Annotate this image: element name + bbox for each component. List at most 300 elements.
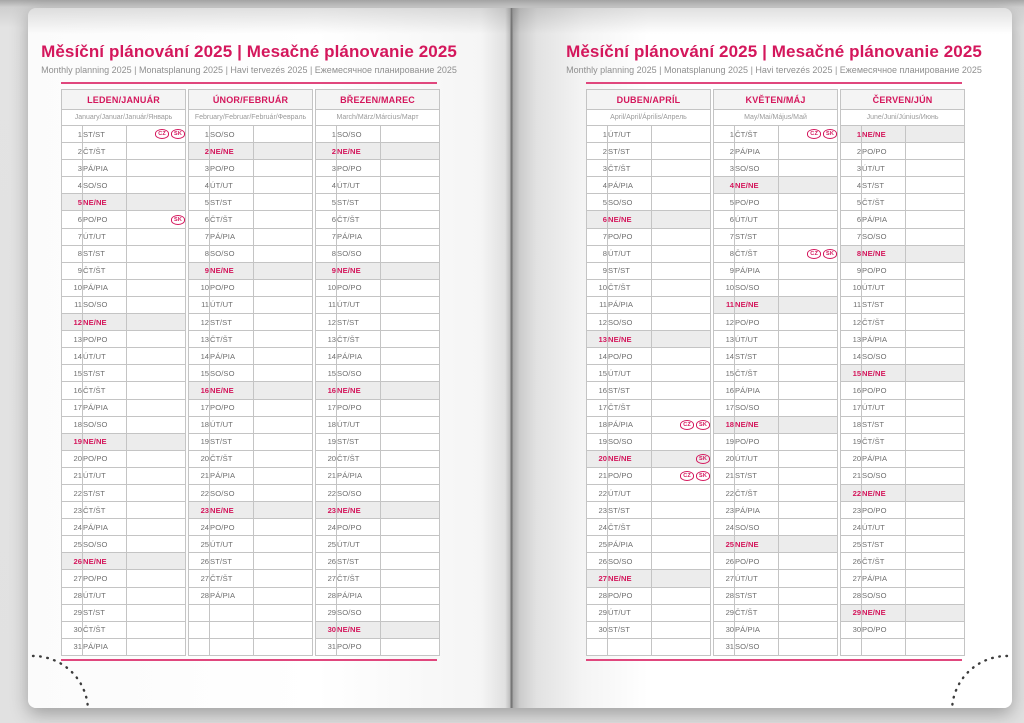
day-row	[841, 604, 965, 621]
day-row	[62, 638, 186, 655]
day-number: 17	[841, 399, 862, 416]
day-abbrev: ÚT/UT	[83, 587, 127, 604]
notes-cell	[127, 211, 186, 228]
notes-cell	[254, 296, 313, 313]
day-row	[587, 177, 711, 194]
notes-cell	[254, 160, 313, 177]
day-number: 9	[841, 262, 862, 279]
day-abbrev: PO/PO	[337, 279, 381, 296]
day-row	[189, 245, 313, 262]
notes-cell	[381, 279, 440, 296]
month-name: DUBEN/APRÍL	[587, 90, 711, 110]
day-row	[62, 467, 186, 484]
day-abbrev: NE/NE	[608, 331, 652, 348]
notes-cell	[652, 553, 711, 570]
notes-cell	[381, 160, 440, 177]
day-row	[841, 365, 965, 382]
day-number: 26	[62, 553, 83, 570]
day-number: 19	[62, 433, 83, 450]
notes-cell	[381, 314, 440, 331]
notes-cell	[652, 484, 711, 501]
day-row	[587, 160, 711, 177]
months-grid	[586, 89, 962, 656]
notes-cell	[652, 536, 711, 553]
day-row	[587, 314, 711, 331]
day-abbrev: NE/NE	[608, 570, 652, 587]
day-number: 17	[714, 399, 735, 416]
notes-cell	[254, 126, 313, 143]
notes-cell	[127, 245, 186, 262]
day-abbrev: NE/NE	[735, 536, 779, 553]
day-number: 22	[841, 484, 862, 501]
day-number: 25	[714, 536, 735, 553]
day-abbrev: ÚT/UT	[862, 279, 906, 296]
day-abbrev: SO/SO	[862, 348, 906, 365]
day-row	[62, 604, 186, 621]
notes-cell	[254, 621, 313, 638]
day-number: 23	[189, 502, 210, 519]
day-number: 7	[714, 228, 735, 245]
notes-cell	[254, 279, 313, 296]
day-abbrev: ÚT/UT	[83, 467, 127, 484]
day-row	[714, 382, 838, 399]
day-number: 24	[841, 519, 862, 536]
month-name: LEDEN/JANUÁR	[62, 90, 186, 110]
day-row	[316, 621, 440, 638]
day-number: 21	[587, 467, 608, 484]
day-row	[189, 399, 313, 416]
notes-cell	[652, 450, 711, 467]
day-row	[841, 331, 965, 348]
day-number: 11	[841, 296, 862, 313]
notes-cell	[652, 262, 711, 279]
day-abbrev: NE/NE	[337, 502, 381, 519]
day-abbrev: ST/ST	[862, 416, 906, 433]
day-abbrev: PO/PO	[83, 331, 127, 348]
day-row	[841, 382, 965, 399]
day-abbrev: ST/ST	[83, 604, 127, 621]
day-number: 18	[841, 416, 862, 433]
notes-cell	[254, 519, 313, 536]
day-abbrev: SO/SO	[608, 433, 652, 450]
day-number: 21	[189, 467, 210, 484]
day-number: 4	[62, 177, 83, 194]
day-row	[841, 143, 965, 160]
notes-cell	[127, 553, 186, 570]
day-abbrev: ČT/ŠT	[862, 553, 906, 570]
day-number: 8	[841, 245, 862, 262]
day-number: 25	[587, 536, 608, 553]
day-abbrev: ČT/ŠT	[337, 570, 381, 587]
day-abbrev: PO/PO	[735, 314, 779, 331]
day-abbrev: PO/PO	[608, 348, 652, 365]
empty-row	[189, 604, 313, 621]
day-row	[62, 433, 186, 450]
notes-cell	[906, 433, 965, 450]
day-number	[189, 604, 210, 621]
day-abbrev: NE/NE	[337, 621, 381, 638]
day-abbrev: PÁ/PIA	[337, 587, 381, 604]
day-row	[587, 502, 711, 519]
day-number: 4	[841, 177, 862, 194]
notes-cell	[381, 382, 440, 399]
notes-cell	[254, 331, 313, 348]
day-row	[316, 519, 440, 536]
day-number: 27	[62, 570, 83, 587]
notes-cell	[652, 331, 711, 348]
day-number: 31	[316, 638, 337, 655]
day-abbrev: ST/ST	[735, 228, 779, 245]
day-row	[62, 587, 186, 604]
day-number: 4	[189, 177, 210, 194]
day-row	[316, 467, 440, 484]
day-row	[714, 587, 838, 604]
day-abbrev: ÚT/UT	[608, 484, 652, 501]
notes-cell	[779, 279, 838, 296]
day-row	[316, 638, 440, 655]
day-number: 1	[62, 126, 83, 143]
notes-cell	[779, 570, 838, 587]
day-abbrev: PÁ/PIA	[608, 296, 652, 313]
notes-cell	[652, 467, 711, 484]
day-number: 2	[714, 143, 735, 160]
day-abbrev: ST/ST	[608, 262, 652, 279]
day-abbrev: ST/ST	[735, 467, 779, 484]
bottom-rule	[61, 659, 437, 661]
day-row	[714, 570, 838, 587]
notes-cell	[779, 143, 838, 160]
day-abbrev: SO/SO	[735, 160, 779, 177]
day-number: 17	[189, 399, 210, 416]
day-row	[587, 570, 711, 587]
day-abbrev: ÚT/UT	[735, 331, 779, 348]
notes-cell	[652, 160, 711, 177]
empty-row	[841, 638, 965, 655]
notes-cell	[381, 536, 440, 553]
notes-cell	[381, 348, 440, 365]
day-row	[587, 194, 711, 211]
day-row	[316, 160, 440, 177]
day-abbrev: ST/ST	[337, 553, 381, 570]
day-row	[587, 399, 711, 416]
day-row	[587, 365, 711, 382]
notes-cell	[779, 296, 838, 313]
day-abbrev: SO/SO	[210, 365, 254, 382]
day-row	[62, 314, 186, 331]
day-row	[714, 484, 838, 501]
notes-cell	[381, 331, 440, 348]
day-row	[714, 399, 838, 416]
day-number: 29	[62, 604, 83, 621]
day-row	[841, 467, 965, 484]
month-table	[586, 89, 711, 656]
notes-cell	[381, 519, 440, 536]
day-row	[62, 245, 186, 262]
day-number: 20	[714, 450, 735, 467]
day-row	[841, 519, 965, 536]
day-abbrev: PO/PO	[735, 553, 779, 570]
day-abbrev: SO/SO	[735, 399, 779, 416]
day-abbrev: PO/PO	[735, 194, 779, 211]
day-number: 8	[587, 245, 608, 262]
day-number: 28	[714, 587, 735, 604]
notes-cell	[381, 621, 440, 638]
day-row	[714, 365, 838, 382]
notes-cell	[381, 638, 440, 655]
notes-cell	[381, 484, 440, 501]
day-abbrev: SO/SO	[83, 416, 127, 433]
day-abbrev: PO/PO	[608, 228, 652, 245]
notes-cell	[906, 638, 965, 655]
day-number: 14	[62, 348, 83, 365]
day-abbrev: ČT/ŠT	[735, 126, 779, 143]
notes-cell	[254, 194, 313, 211]
notes-cell	[652, 211, 711, 228]
day-number: 7	[316, 228, 337, 245]
day-abbrev: NE/NE	[337, 262, 381, 279]
day-row	[714, 348, 838, 365]
day-abbrev: PO/PO	[862, 502, 906, 519]
day-number: 21	[714, 467, 735, 484]
notes-cell	[906, 194, 965, 211]
empty-row	[189, 638, 313, 655]
empty-row	[189, 621, 313, 638]
day-abbrev: PO/PO	[337, 519, 381, 536]
day-abbrev	[862, 638, 906, 655]
right-page-content	[566, 42, 982, 661]
day-abbrev: ST/ST	[735, 348, 779, 365]
day-number: 24	[189, 519, 210, 536]
day-abbrev: SO/SO	[735, 519, 779, 536]
day-row	[189, 279, 313, 296]
day-row	[841, 553, 965, 570]
day-row	[587, 553, 711, 570]
day-row	[714, 143, 838, 160]
day-number: 31	[714, 638, 735, 655]
notes-cell	[652, 416, 711, 433]
day-abbrev	[210, 604, 254, 621]
page-subtitle-text: Monthly planning 2025 | Monatsplanung 2025 | Havi tervezés 2025 | Ежемесячное планирование 2025	[41, 65, 457, 75]
day-abbrev: ST/ST	[608, 382, 652, 399]
holiday-badge-sk-icon: SK	[696, 420, 710, 430]
day-row	[714, 450, 838, 467]
day-abbrev: ST/ST	[210, 553, 254, 570]
day-abbrev: PO/PO	[608, 587, 652, 604]
day-row	[587, 245, 711, 262]
notes-cell	[652, 519, 711, 536]
day-number: 12	[189, 314, 210, 331]
day-abbrev: SO/SO	[210, 484, 254, 501]
day-number: 17	[316, 399, 337, 416]
month-name: ČERVEN/JÚN	[841, 90, 965, 110]
notes-cell	[127, 621, 186, 638]
notes-cell	[254, 587, 313, 604]
left-page	[28, 8, 510, 708]
notes-cell	[779, 314, 838, 331]
day-number: 2	[62, 143, 83, 160]
day-number: 9	[714, 262, 735, 279]
notes-cell	[127, 160, 186, 177]
day-abbrev: ST/ST	[83, 245, 127, 262]
day-number: 22	[62, 484, 83, 501]
day-abbrev: ČT/ŠT	[608, 160, 652, 177]
notes-cell	[254, 536, 313, 553]
day-abbrev: ČT/ŠT	[862, 433, 906, 450]
notes-cell	[779, 587, 838, 604]
day-row	[587, 382, 711, 399]
day-abbrev: ST/ST	[862, 536, 906, 553]
day-row	[841, 416, 965, 433]
notes-cell	[127, 331, 186, 348]
day-number: 12	[62, 314, 83, 331]
day-abbrev: PO/PO	[862, 382, 906, 399]
day-row	[316, 484, 440, 501]
day-abbrev: ST/ST	[83, 365, 127, 382]
day-abbrev: PÁ/PIA	[337, 467, 381, 484]
day-number: 3	[62, 160, 83, 177]
day-abbrev: ST/ST	[862, 177, 906, 194]
day-row	[316, 570, 440, 587]
day-abbrev: SO/SO	[862, 228, 906, 245]
day-number: 16	[189, 382, 210, 399]
day-row	[316, 365, 440, 382]
day-number: 16	[841, 382, 862, 399]
day-row	[189, 587, 313, 604]
notes-cell	[906, 365, 965, 382]
day-number: 22	[316, 484, 337, 501]
day-row	[316, 314, 440, 331]
day-abbrev	[210, 638, 254, 655]
day-number: 24	[587, 519, 608, 536]
day-abbrev: ÚT/UT	[83, 228, 127, 245]
day-number: 6	[189, 211, 210, 228]
day-number: 23	[714, 502, 735, 519]
day-row	[189, 382, 313, 399]
day-abbrev: ST/ST	[608, 502, 652, 519]
notes-cell	[906, 314, 965, 331]
notes-cell	[652, 296, 711, 313]
day-row	[62, 262, 186, 279]
notes-cell	[254, 399, 313, 416]
day-abbrev: ÚT/UT	[337, 416, 381, 433]
day-row	[62, 160, 186, 177]
day-abbrev: NE/NE	[608, 450, 652, 467]
notes-cell	[254, 177, 313, 194]
notes-cell	[127, 484, 186, 501]
day-number: 29	[587, 604, 608, 621]
day-abbrev: SO/SO	[210, 245, 254, 262]
day-row	[189, 314, 313, 331]
day-number: 10	[714, 279, 735, 296]
day-row	[587, 416, 711, 433]
day-number: 11	[62, 296, 83, 313]
month-table	[713, 89, 838, 656]
notes-cell	[906, 519, 965, 536]
day-row	[62, 365, 186, 382]
day-row	[714, 638, 838, 655]
day-number: 26	[714, 553, 735, 570]
day-abbrev: SO/SO	[83, 296, 127, 313]
notes-cell	[652, 621, 711, 638]
day-abbrev: ČT/ŠT	[83, 502, 127, 519]
month-languages: March/März/Március/Март	[316, 110, 440, 126]
day-abbrev: ÚT/UT	[735, 450, 779, 467]
day-abbrev: NE/NE	[83, 194, 127, 211]
day-row	[587, 228, 711, 245]
day-abbrev: PÁ/PIA	[862, 211, 906, 228]
day-abbrev: PÁ/PIA	[83, 279, 127, 296]
day-row	[62, 279, 186, 296]
day-abbrev: SO/SO	[862, 467, 906, 484]
day-number: 20	[62, 450, 83, 467]
day-abbrev: ÚT/UT	[608, 365, 652, 382]
day-abbrev: ČT/ŠT	[337, 331, 381, 348]
day-row	[316, 399, 440, 416]
notes-cell	[127, 502, 186, 519]
day-number: 27	[714, 570, 735, 587]
day-row	[189, 467, 313, 484]
day-row	[316, 536, 440, 553]
day-row	[841, 570, 965, 587]
day-number: 13	[714, 331, 735, 348]
day-abbrev: ČT/ŠT	[210, 450, 254, 467]
day-abbrev: ČT/ŠT	[337, 211, 381, 228]
day-number: 2	[841, 143, 862, 160]
day-number: 19	[316, 433, 337, 450]
notes-cell	[254, 228, 313, 245]
day-row	[62, 126, 186, 143]
day-number: 14	[841, 348, 862, 365]
day-number: 27	[189, 570, 210, 587]
day-row	[714, 467, 838, 484]
notes-cell	[652, 348, 711, 365]
day-number: 27	[587, 570, 608, 587]
day-abbrev: PÁ/PIA	[210, 467, 254, 484]
day-row	[714, 228, 838, 245]
day-abbrev: PÁ/PIA	[83, 399, 127, 416]
day-row	[714, 502, 838, 519]
day-number: 1	[316, 126, 337, 143]
notes-cell	[906, 262, 965, 279]
notes-cell	[779, 484, 838, 501]
day-number: 19	[587, 433, 608, 450]
day-number: 16	[587, 382, 608, 399]
day-number	[587, 638, 608, 655]
notes-cell	[779, 502, 838, 519]
day-abbrev: ST/ST	[608, 621, 652, 638]
day-row	[316, 296, 440, 313]
day-row	[316, 245, 440, 262]
day-row	[62, 228, 186, 245]
notes-cell	[652, 177, 711, 194]
day-number: 4	[714, 177, 735, 194]
day-number: 8	[316, 245, 337, 262]
day-number: 24	[316, 519, 337, 536]
day-number: 9	[189, 262, 210, 279]
day-number: 4	[587, 177, 608, 194]
notes-cell	[779, 177, 838, 194]
day-abbrev: ČT/ŠT	[337, 450, 381, 467]
day-number: 8	[189, 245, 210, 262]
day-number: 15	[714, 365, 735, 382]
day-row	[189, 416, 313, 433]
day-number: 13	[587, 331, 608, 348]
day-row	[587, 211, 711, 228]
day-row	[316, 331, 440, 348]
day-number: 4	[316, 177, 337, 194]
day-abbrev: PO/PO	[210, 160, 254, 177]
page-subtitle-text: Monthly planning 2025 | Monatsplanung 2025 | Havi tervezés 2025 | Ежемесячное планирование 2025	[566, 65, 982, 75]
